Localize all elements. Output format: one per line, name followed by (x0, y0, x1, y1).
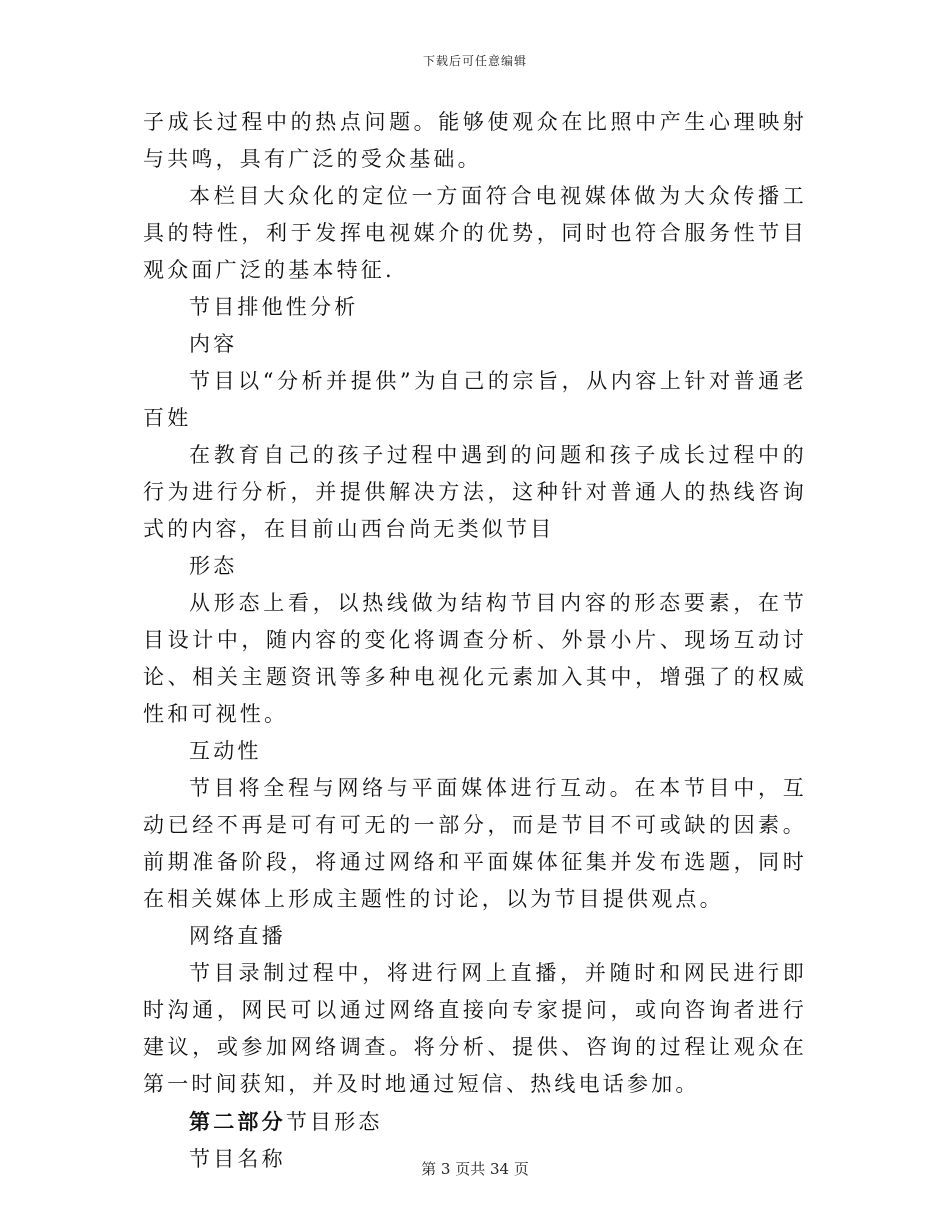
subheading: 网络直播 (189, 924, 286, 948)
paragraph: 本栏目大众化的定位一方面符合电视媒体做为大众传播工具的特性，利于发挥电视媒介的优势，同时也符合服务性节目观众面广泛的基本特征. (143, 184, 807, 282)
section-heading (143, 1103, 807, 1141)
subheading: 互动性 (189, 739, 262, 763)
section-heading-bold: 第二部分 (189, 1109, 286, 1134)
subheading: 节目排他性分析 (189, 295, 359, 319)
paragraph: 在教育自己的孩子过程中遇到的问题和孩子成长过程中的行为进行分析，并提供解决方法，这种针对普通人的热线咨询式的内容，在目前山西台尚无类似节目 (143, 443, 807, 541)
subheading: 形态 (189, 554, 238, 578)
paragraph: 节目以“分析并提供”为自己的宗旨，从内容上针对普通老百姓 (143, 369, 807, 430)
paragraph: 节目录制过程中，将进行网上直播，并随时和网民进行即时沟通，网民可以通过网络直接向专家提问，或向咨询者进行建议，或参加网络调查。将分析、提供、咨询的过程让观众在第一时间获知，并及时地通过短信、热线电话参加。 (143, 961, 807, 1096)
page-header: 下载后可任意编辑 (422, 54, 527, 68)
paragraph: 节目将全程与网络与平面媒体进行互动。在本节目中，互动已经不再是可有可无的一部分，而是节目不可或缺的因素。前期准备阶段，将通过网络和平面媒体征集并发布选题，同时在相关媒体上形成主题性的讨论，以为节目提供观点。 (143, 776, 807, 911)
document-body (143, 104, 807, 1178)
page-footer: 第 3 页共 34 页 (421, 1160, 529, 1178)
section-heading-rest: 节目形态 (285, 1110, 383, 1134)
paragraph: 子成长过程中的热点问题。能够使观众在比照中产生心理映射与共鸣，具有广泛的受众基础。 (143, 110, 807, 171)
subheading: 节目名称 (189, 1147, 286, 1171)
paragraph: 从形态上看，以热线做为结构节目内容的形态要素，在节目设计中，随内容的变化将调查分析、外景小片、现场互动讨论、相关主题资讯等多种电视化元素加入其中，增强了的权威性和可视性。 (143, 591, 807, 726)
subheading: 内容 (189, 332, 238, 356)
